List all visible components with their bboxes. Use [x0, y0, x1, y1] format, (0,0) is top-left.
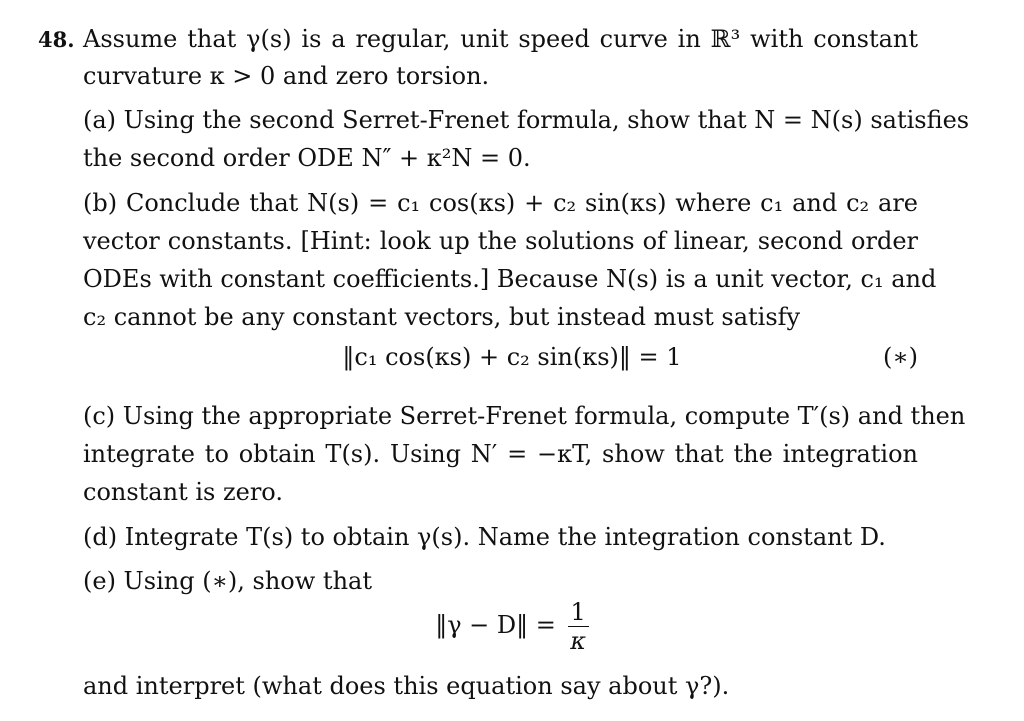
part-e-equation-denominator: κ — [570, 627, 587, 655]
part-e-line-2: and interpret (what does this equation say about γ?). — [83, 672, 730, 700]
part-e-equation-lhs: ‖γ − D‖ = — [435, 611, 556, 639]
part-b-equation: ‖c₁ cos(κs) + c₂ sin(κs)‖ = 1 — [342, 343, 682, 371]
part-b-equation-tag: (∗) — [882, 343, 918, 371]
part-a-line-1: (a) Using the second Serret-Frenet formula, show that N = N(s) satisfies — [83, 106, 970, 134]
part-b-line-3: ODEs with constant coefficients.] Because N(s) is a unit vector, c₁ and — [83, 265, 937, 293]
part-e-equation-numerator: 1 — [568, 598, 589, 627]
problem-intro-line-2: curvature κ > 0 and zero torsion. — [83, 62, 490, 90]
part-c-line-2: integrate to obtain T(s). Using N′ = −κT, show that the integration — [83, 440, 918, 468]
part-e-equation — [0, 598, 1024, 655]
part-b-line-4: c₂ cannot be any constant vectors, but instead must satisfy — [83, 303, 801, 331]
part-e-equation-fraction — [568, 598, 589, 655]
part-d-line-1: (d) Integrate T(s) to obtain γ(s). Name the integration constant D. — [83, 523, 886, 551]
part-b-line-1: (b) Conclude that N(s) = c₁ cos(κs) + c₂ sin(κs) where c₁ and c₂ are — [83, 189, 918, 217]
part-c-line-1: (c) Using the appropriate Serret-Frenet formula, compute T′(s) and then — [83, 402, 966, 430]
part-e-line-1: (e) Using (∗), show that — [83, 567, 372, 595]
part-c-line-3: constant is zero. — [83, 478, 283, 506]
part-a-line-2: the second order ODE N″ + κ²N = 0. — [83, 144, 531, 172]
part-b-line-2: vector constants. [Hint: look up the solutions of linear, second order — [83, 227, 918, 255]
problem-number: 48. — [38, 27, 75, 52]
problem-intro-line-1: Assume that γ(s) is a regular, unit speed curve in ℝ³ with constant — [83, 25, 918, 53]
